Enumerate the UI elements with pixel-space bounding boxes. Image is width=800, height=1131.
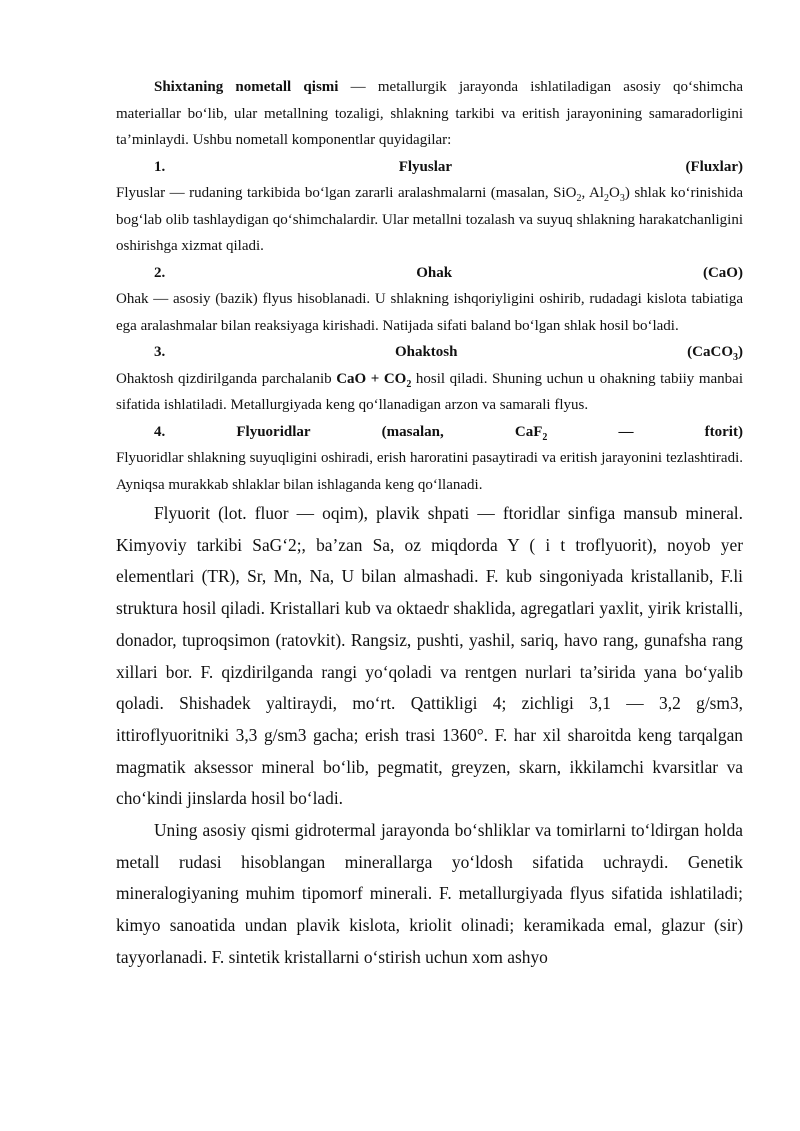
item-4-word-2: (masalan,: [381, 423, 444, 440]
item-1-text-d: ) shlak ko‘rinishida bog‘lab olib tashlaydigan qo‘shimchalardir. Ular metallni tozalash va suyuq shlakning harakatchanligini oshirishga xizmat qiladi.: [116, 185, 743, 254]
item-3-right: [687, 339, 743, 366]
item-4-body: Flyuoridlar shlakning suyuqligini oshiradi, erish haroratini pasaytiradi va eritish jarayonini tezlashtiradi. Ayniqsa murakkab shlaklar bilan ishlaganda keng qo‘llanadi.: [116, 450, 743, 493]
item-3-title: Ohaktosh: [394, 344, 458, 360]
item-3-number: 3.: [154, 344, 166, 360]
item-1-text-c: O: [608, 185, 620, 201]
item-3-heading: [116, 339, 743, 366]
item-3-text-a: Ohaktosh qizdirilganda parchalanib: [116, 370, 337, 387]
item-2-title: Ohak: [416, 264, 453, 281]
item-4-word-1: Flyuoridlar: [236, 423, 311, 440]
item-4-dash: —: [618, 423, 634, 440]
item-1-number: 1.: [154, 158, 166, 175]
item-2-number: 2.: [154, 264, 166, 281]
paragraph-usage: Uning asosiy qismi gidrotermal jarayonda bo‘shliklar va tomirlarni to‘ldirgan holda metall rudasi hisoblangan minerallarga yo‘ldosh sifatida uchraydi. Genetik mineralogiyaning muhim tipomorf minerali. F. metallurgiyada flyus sifatida ishlatiladi; kimyo sanoatida undan plavik kislota, kriolit olinadi; keramikada emal, glazur (sir) tayyorlanadi. F. sintetik kristallarni o‘stirish uchun xom ashyo: [116, 820, 743, 967]
item-4-formula-sub: 2: [542, 431, 548, 443]
item-4-end: ftorit): [704, 423, 743, 440]
item-3-reaction-sub: 2: [406, 378, 412, 390]
item-1-sub-b: 2: [603, 193, 609, 204]
item-1-right: (Fluxlar): [685, 158, 743, 175]
item-4-number: 4.: [154, 423, 166, 440]
paragraph-fluorite: Flyuorit (lot. fluor — oqim), plavik shpati — ftoridlar sinfiga mansub mineral. Kimyoviy tarkibi SaG‘2;, ba’zan Sa, oz miqdorda Y ( i t troflyuorit), noyob yer elementlari (TR), Sr, Mn, Na, U bilan almashadi. F. kub singoniyada kristallanib, F.li struktura hosil qiladi. Kristallari kub va oktaedr shaklida, agregatlari yaxlit, yirik kristalli, donador, tuproqsimon (ratovkit). Rangsiz, pushti, yashil, sariq, havo rang, gunafsha rang xillari bor. F. qizdirilganda rangi yo‘qoladi va rentgen nurlari ta’sirida yana bo‘yalib qoladi. Shishadek yaltiraydi, mo‘rt. Qattikligi 4; zichligi 3,1 — 3,2 g/sm3, ittiroflyuoritniki 3,3 g/sm3 gacha; erish trasi 1360°. F. har xil sharoitda keng tarqalgan magmatik aksessor mineral bo‘lib, pegmatit, greyzen, skarn, ikkilamchi kvarsitlar va cho‘kindi jinslarda hosil bo‘ladi.: [116, 503, 743, 809]
item-2-heading: [116, 260, 743, 287]
item-2-body: Ohak — asosiy (bazik) flyus hisoblanadi. U shlakning ishqoriyligini oshirib, rudadagi kislota tabiatiga ega aralashmalar bilan reaksiyaga kirishadi. Natijada sifati baland bo‘lgan shlak hosil bo‘ladi.: [116, 291, 743, 334]
item-3-body: [116, 366, 743, 419]
item-3-text-b: hosil qiladi. Shuning uchun u ohakning tabiiy manbai sifatida ishlatiladi. Metallurgiyada keng qo‘llanadigan arzon va samarali flyus.: [116, 370, 743, 413]
item-1-text-a: Flyuslar — rudaning tarkibida bo‘lgan zararli aralashmalarni (masalan, SiO: [116, 185, 577, 201]
item-1-body: [116, 180, 743, 260]
item-1-title: Flyuslar: [398, 158, 453, 175]
intro-paragraph: [116, 74, 743, 154]
item-3-reaction-text: CaO + CO: [336, 370, 407, 387]
item-3-reaction: [336, 370, 412, 390]
document-body: [116, 74, 743, 974]
item-1-sub-a: 2: [576, 193, 582, 204]
item-3-formula-sub: 3: [732, 352, 738, 363]
item-2-right: (CaO): [702, 264, 743, 281]
item-1-text-b: , Al: [581, 185, 604, 201]
item-4-heading: [116, 419, 743, 446]
intro-text: — metallurgik jarayonda ishlatiladigan asosiy qo‘shimcha materiallar bo‘lib, ular metallning tozaligi, shlakning tarkibi va eritish jarayonining samaradorligini ta’minlaydi. Ushbu nometall komponentlar quyidagilar:: [116, 79, 743, 148]
item-1-sub-c: 3: [619, 193, 625, 204]
intro-bold-term: Shixtaning nometall qismi: [154, 79, 339, 95]
item-3-formula-end: ): [737, 344, 743, 360]
item-4-formula-text: CaF: [514, 423, 543, 440]
item-4-formula: [515, 419, 548, 446]
item-1-heading: [116, 154, 743, 181]
item-3-formula: (CaCO: [687, 344, 733, 360]
